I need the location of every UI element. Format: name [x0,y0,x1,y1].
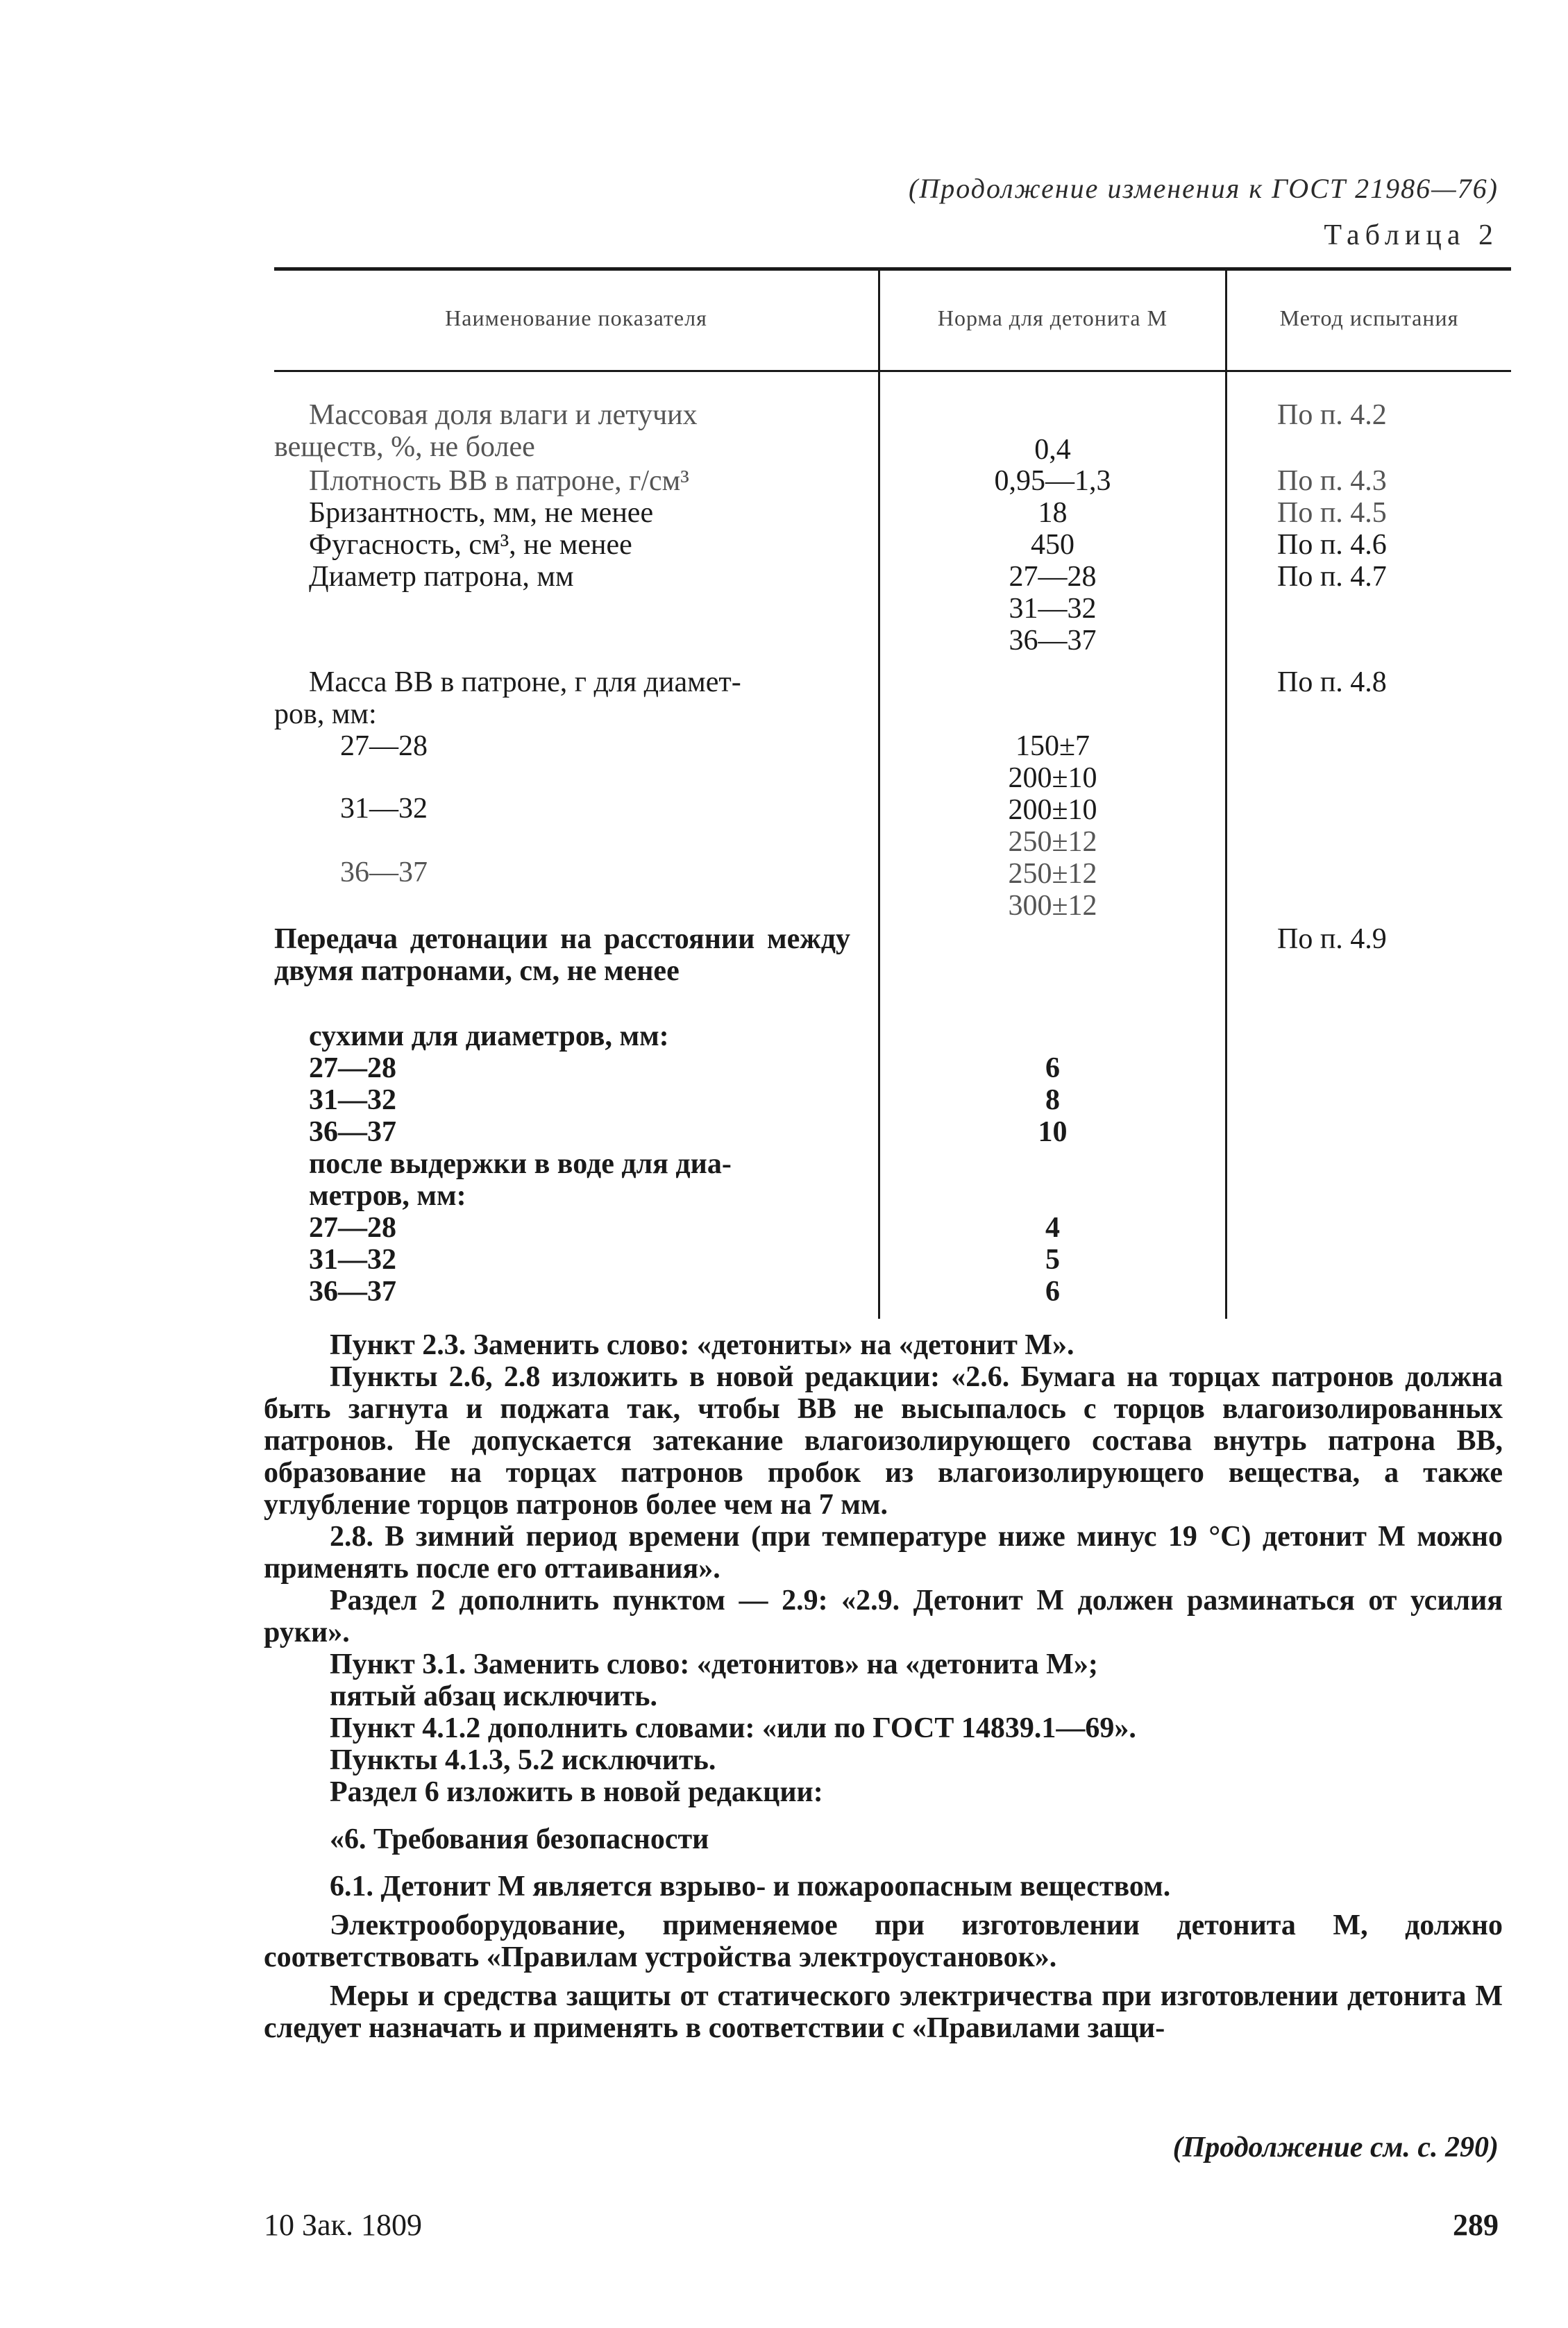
row-dry-diameter-3: 36—37 [309,1116,396,1148]
table-header-rule [274,370,1511,372]
row-water-diameter-3: 36—37 [309,1276,396,1308]
row-dry-value-1: 6 [1045,1052,1060,1084]
header-indicator: Наименование показателя [445,305,707,330]
header-method: Метод испытания [1279,305,1459,330]
row-brisance-label: Бризантность, мм, не менее [309,497,654,529]
row-mass-diameter-3: 36—37 [340,857,428,888]
row-diameter-value-3: 36—37 [1009,625,1097,657]
column-divider-2 [1225,271,1227,1319]
order-number: 10 Зак. 1809 [264,2208,422,2242]
row-mass-value-4: 250±12 [1008,826,1097,858]
row-density-label: Плотность ВВ в патроне, г/см³ [309,465,689,497]
header-norm: Норма для детонита М [937,305,1168,330]
row-fougasse-label: Фугасность, см³, не менее [309,529,632,561]
paragraph-2-6: Пункты 2.6, 2.8 изложить в новой редакции: «2.6. Бумага на торцах патронов должна быть загнута и поджата так, чтобы ВВ не высыпалось с торцов влагоизолированных патронов. Не допускается затекание влагоизолирующего состава внутрь патрона ВВ, образование на торцах патронов пробок из влагоизолирующего вещества, а также углубление торцов патронов более чем на 7 мм. [264,1361,1503,1521]
row-mass-value-2: 200±10 [1008,762,1097,794]
row-water-value-2: 5 [1045,1244,1060,1276]
paragraph-2-9: Раздел 2 дополнить пунктом — 2.9: «2.9. Детонит М должен разминаться от усилия руки». [264,1585,1503,1648]
row-dry-label: сухими для диаметров, мм: [309,1020,669,1052]
row-moisture-method: По п. 4.2 [1277,399,1387,431]
row-mass-value-5: 250±12 [1008,858,1097,890]
row-fougasse-value: 450 [1031,529,1074,561]
row-water-value-3: 6 [1045,1276,1060,1308]
row-brisance-method: По п. 4.5 [1277,497,1387,529]
row-dry-diameter-2: 31—32 [309,1084,396,1116]
running-head: (Продолжение изменения к ГОСТ 21986—76) [909,173,1499,204]
row-mass-value-3: 200±10 [1008,794,1097,826]
row-dry-value-2: 8 [1045,1084,1060,1116]
paragraph-4-1-2: Пункт 4.1.2 дополнить словами: «или по ГОСТ 14839.1—69». [330,1712,1136,1744]
row-mass-value-6: 300±12 [1008,890,1097,922]
row-water-diameter-2: 31—32 [309,1244,396,1276]
paragraph-6-1: 6.1. Детонит М является взрыво- и пожароопасным веществом. [330,1871,1171,1903]
paragraph-section-6: Раздел 6 изложить в новой редакции: [330,1776,823,1808]
table-caption: Таблица 2 [1324,219,1499,251]
row-moisture-label-1: Массовая доля влаги и летучих [309,399,698,431]
row-transfer-method: По п. 4.9 [1277,923,1387,955]
amendment-text [264,1329,1503,2044]
row-fougasse-method: По п. 4.6 [1277,529,1387,561]
paragraph-3-1-cont: пятый абзац исключить. [330,1680,657,1712]
row-dry-value-3: 10 [1038,1116,1068,1148]
row-transfer-label: Передача детонации на расстоянии между двумя патронами, см, не менее [274,923,850,987]
row-diameter-value-1: 27—28 [1009,561,1097,593]
paragraph-2-8: 2.8. В зимний период времени (при температуре ниже минус 19 °С) детонит М можно применять после его оттаивания». [264,1521,1503,1585]
row-diameter-method: По п. 4.7 [1277,561,1387,593]
row-density-value: 0,95—1,3 [994,465,1111,497]
paragraph-4-1-3: Пункты 4.1.3, 5.2 исключить. [330,1744,716,1776]
paragraph-2-3: Пункт 2.3. Заменить слово: «детониты» на «детонит М». [330,1329,1074,1361]
row-water-label-1: после выдержки в воде для диа- [309,1148,732,1180]
continuation-note: (Продолжение см. с. 290) [1172,2132,1499,2163]
row-water-diameter-1: 27—28 [309,1212,396,1244]
paragraph-3-1: Пункт 3.1. Заменить слово: «детонитов» на «детонита М»; [330,1648,1098,1680]
row-mass-method: По п. 4.8 [1277,666,1387,698]
row-density-method: По п. 4.3 [1277,465,1387,497]
row-diameter-label: Диаметр патрона, мм [309,561,574,593]
row-water-label-2: метров, мм: [309,1180,466,1212]
specs-table [274,267,1511,1322]
row-mass-value-1: 150±7 [1015,730,1090,762]
row-mass-diameter-1: 27—28 [340,730,428,762]
row-mass-label-2: ров, мм: [274,698,377,730]
row-moisture-value: 0,4 [1034,434,1071,466]
section-6-heading: «6. Требования безопасности [330,1823,709,1855]
row-dry-diameter-1: 27—28 [309,1052,396,1084]
table-top-rule [274,267,1511,271]
paragraph-electro: Электрооборудование, применяемое при изготовлении детонита М, должно соответствовать «Правилам устройства электроустановок». [264,1909,1503,1973]
row-water-value-1: 4 [1045,1212,1060,1244]
row-moisture-label-2: веществ, %, не более [274,431,535,463]
page-number: 289 [1453,2208,1499,2242]
row-mass-diameter-2: 31—32 [340,793,428,825]
row-diameter-value-2: 31—32 [1009,593,1097,625]
paragraph-static: Меры и средства защиты от статического электричества при изготовлении детонита М следует назначать и применять в соответствии с «Правилами защи- [264,1980,1503,2044]
row-brisance-value: 18 [1038,497,1068,529]
row-mass-label-1: Масса ВВ в патроне, г для диамет- [309,666,741,698]
